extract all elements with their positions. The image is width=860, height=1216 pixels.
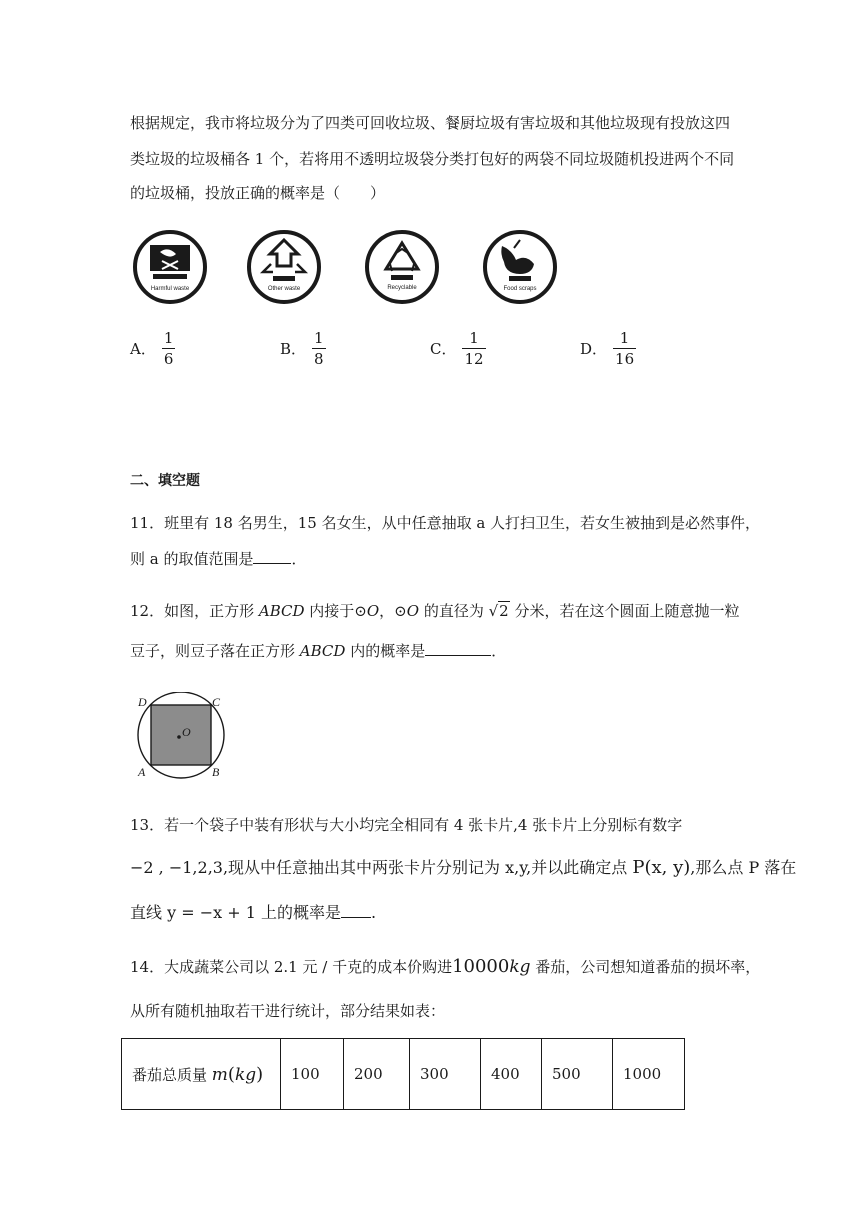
square	[151, 705, 211, 765]
label-b: B	[212, 765, 220, 779]
q10-line-3: 的垃圾桶，投放正确的概率是（ ）	[130, 184, 386, 202]
table-cell: 100	[281, 1039, 344, 1110]
option-b-label: B．	[280, 340, 307, 358]
svg-text:Other waste: Other waste	[267, 286, 301, 292]
center-point	[177, 735, 181, 739]
svg-text:Food scraps: Food scraps	[503, 286, 537, 292]
q13-line-1: 13．若一个袋子中装有形状与大小均完全相同有 4 张卡片,4 张卡片上分别标有数字	[130, 816, 683, 834]
table-cell: 300	[410, 1039, 481, 1110]
table-row	[122, 1039, 685, 1110]
square-in-circle-figure	[130, 692, 230, 788]
label-d: D	[138, 695, 147, 709]
q11-line-2: 则 a 的取值范围是 ．	[130, 550, 307, 568]
harmful-waste-icon	[130, 228, 210, 310]
section-title: 二、填空题	[130, 473, 200, 489]
tomato-data-table	[121, 1038, 685, 1110]
option-b[interactable]	[280, 328, 326, 369]
option-a-fraction: $\frac{1}{6}$	[163, 329, 174, 368]
table-cell: 400	[481, 1039, 542, 1110]
option-c-fraction: $\frac{1}{12}$	[464, 329, 484, 368]
q12-line-2: 豆子，则豆子落在正方形 ABCD 内的概率是 ．	[130, 642, 507, 660]
food-scraps-icon	[480, 228, 560, 310]
q13-answer-blank[interactable]	[341, 903, 371, 918]
table-cell: 200	[344, 1039, 410, 1110]
q10-line-2: 类垃圾的垃圾桶各 1 个，若将用不透明垃圾袋分类打包好的两袋不同垃圾随机投进两个不同	[130, 150, 735, 168]
q12-line-1: 12．如图，正方形 ABCD 内接于⊙O，⊙O 的直径为 √2 分米，若在这个圆面上随意抛一粒	[130, 602, 740, 620]
sqrt-expression: √2	[488, 602, 509, 620]
table-cell: 1000	[613, 1039, 685, 1110]
option-a[interactable]	[130, 328, 175, 369]
table-header-cell: 番茄总质量 m(kg)	[122, 1039, 281, 1110]
q13-line-3: 直线 y = −x + 1 上的概率是 .	[130, 903, 377, 922]
label-a: A	[138, 765, 146, 779]
q11-answer-blank[interactable]	[253, 549, 291, 564]
option-d-label: D．	[580, 340, 608, 358]
table-cell: 500	[542, 1039, 613, 1110]
q13-line-2: −2 , −1,2,3,现从中任意抽出其中两张卡片分别记为 x,y,并以此确定点 P(x, y),那么点 P 落在	[130, 857, 797, 878]
q10-line-1: 根据规定，我市将垃圾分为了四类可回收垃圾、餐厨垃圾有害垃圾和其他垃圾现有投放这四	[130, 114, 731, 132]
option-b-fraction: $\frac{1}{8}$	[314, 329, 324, 368]
q11-line-1: 11．班里有 18 名男生，15 名女生，从中任意抽取 a 人打扫卫生，若女生被抽到是必然事件，	[130, 514, 761, 532]
label-o: O	[182, 725, 191, 739]
label-c: C	[212, 695, 221, 709]
svg-text:Harmful waste: Harmful waste	[150, 286, 190, 292]
q12-answer-blank[interactable]	[425, 641, 491, 656]
svg-text:Recyclable: Recyclable	[387, 285, 417, 291]
recyclable-icon	[362, 228, 442, 310]
option-d-fraction: $\frac{1}{16}$	[615, 329, 635, 368]
q14-line-1: 14．大成蔬菜公司以 2.1 元 / 千克的成本价购进10000kg 番茄，公司想知道番茄的损坏率，	[130, 956, 761, 977]
option-a-label: A．	[130, 340, 156, 358]
option-d[interactable]	[580, 328, 636, 369]
other-waste-icon	[244, 228, 324, 310]
q14-line-2: 从所有随机抽取若干进行统计，部分结果如表：	[130, 1002, 446, 1020]
option-c-label: C．	[430, 340, 457, 358]
option-c[interactable]	[430, 328, 486, 369]
